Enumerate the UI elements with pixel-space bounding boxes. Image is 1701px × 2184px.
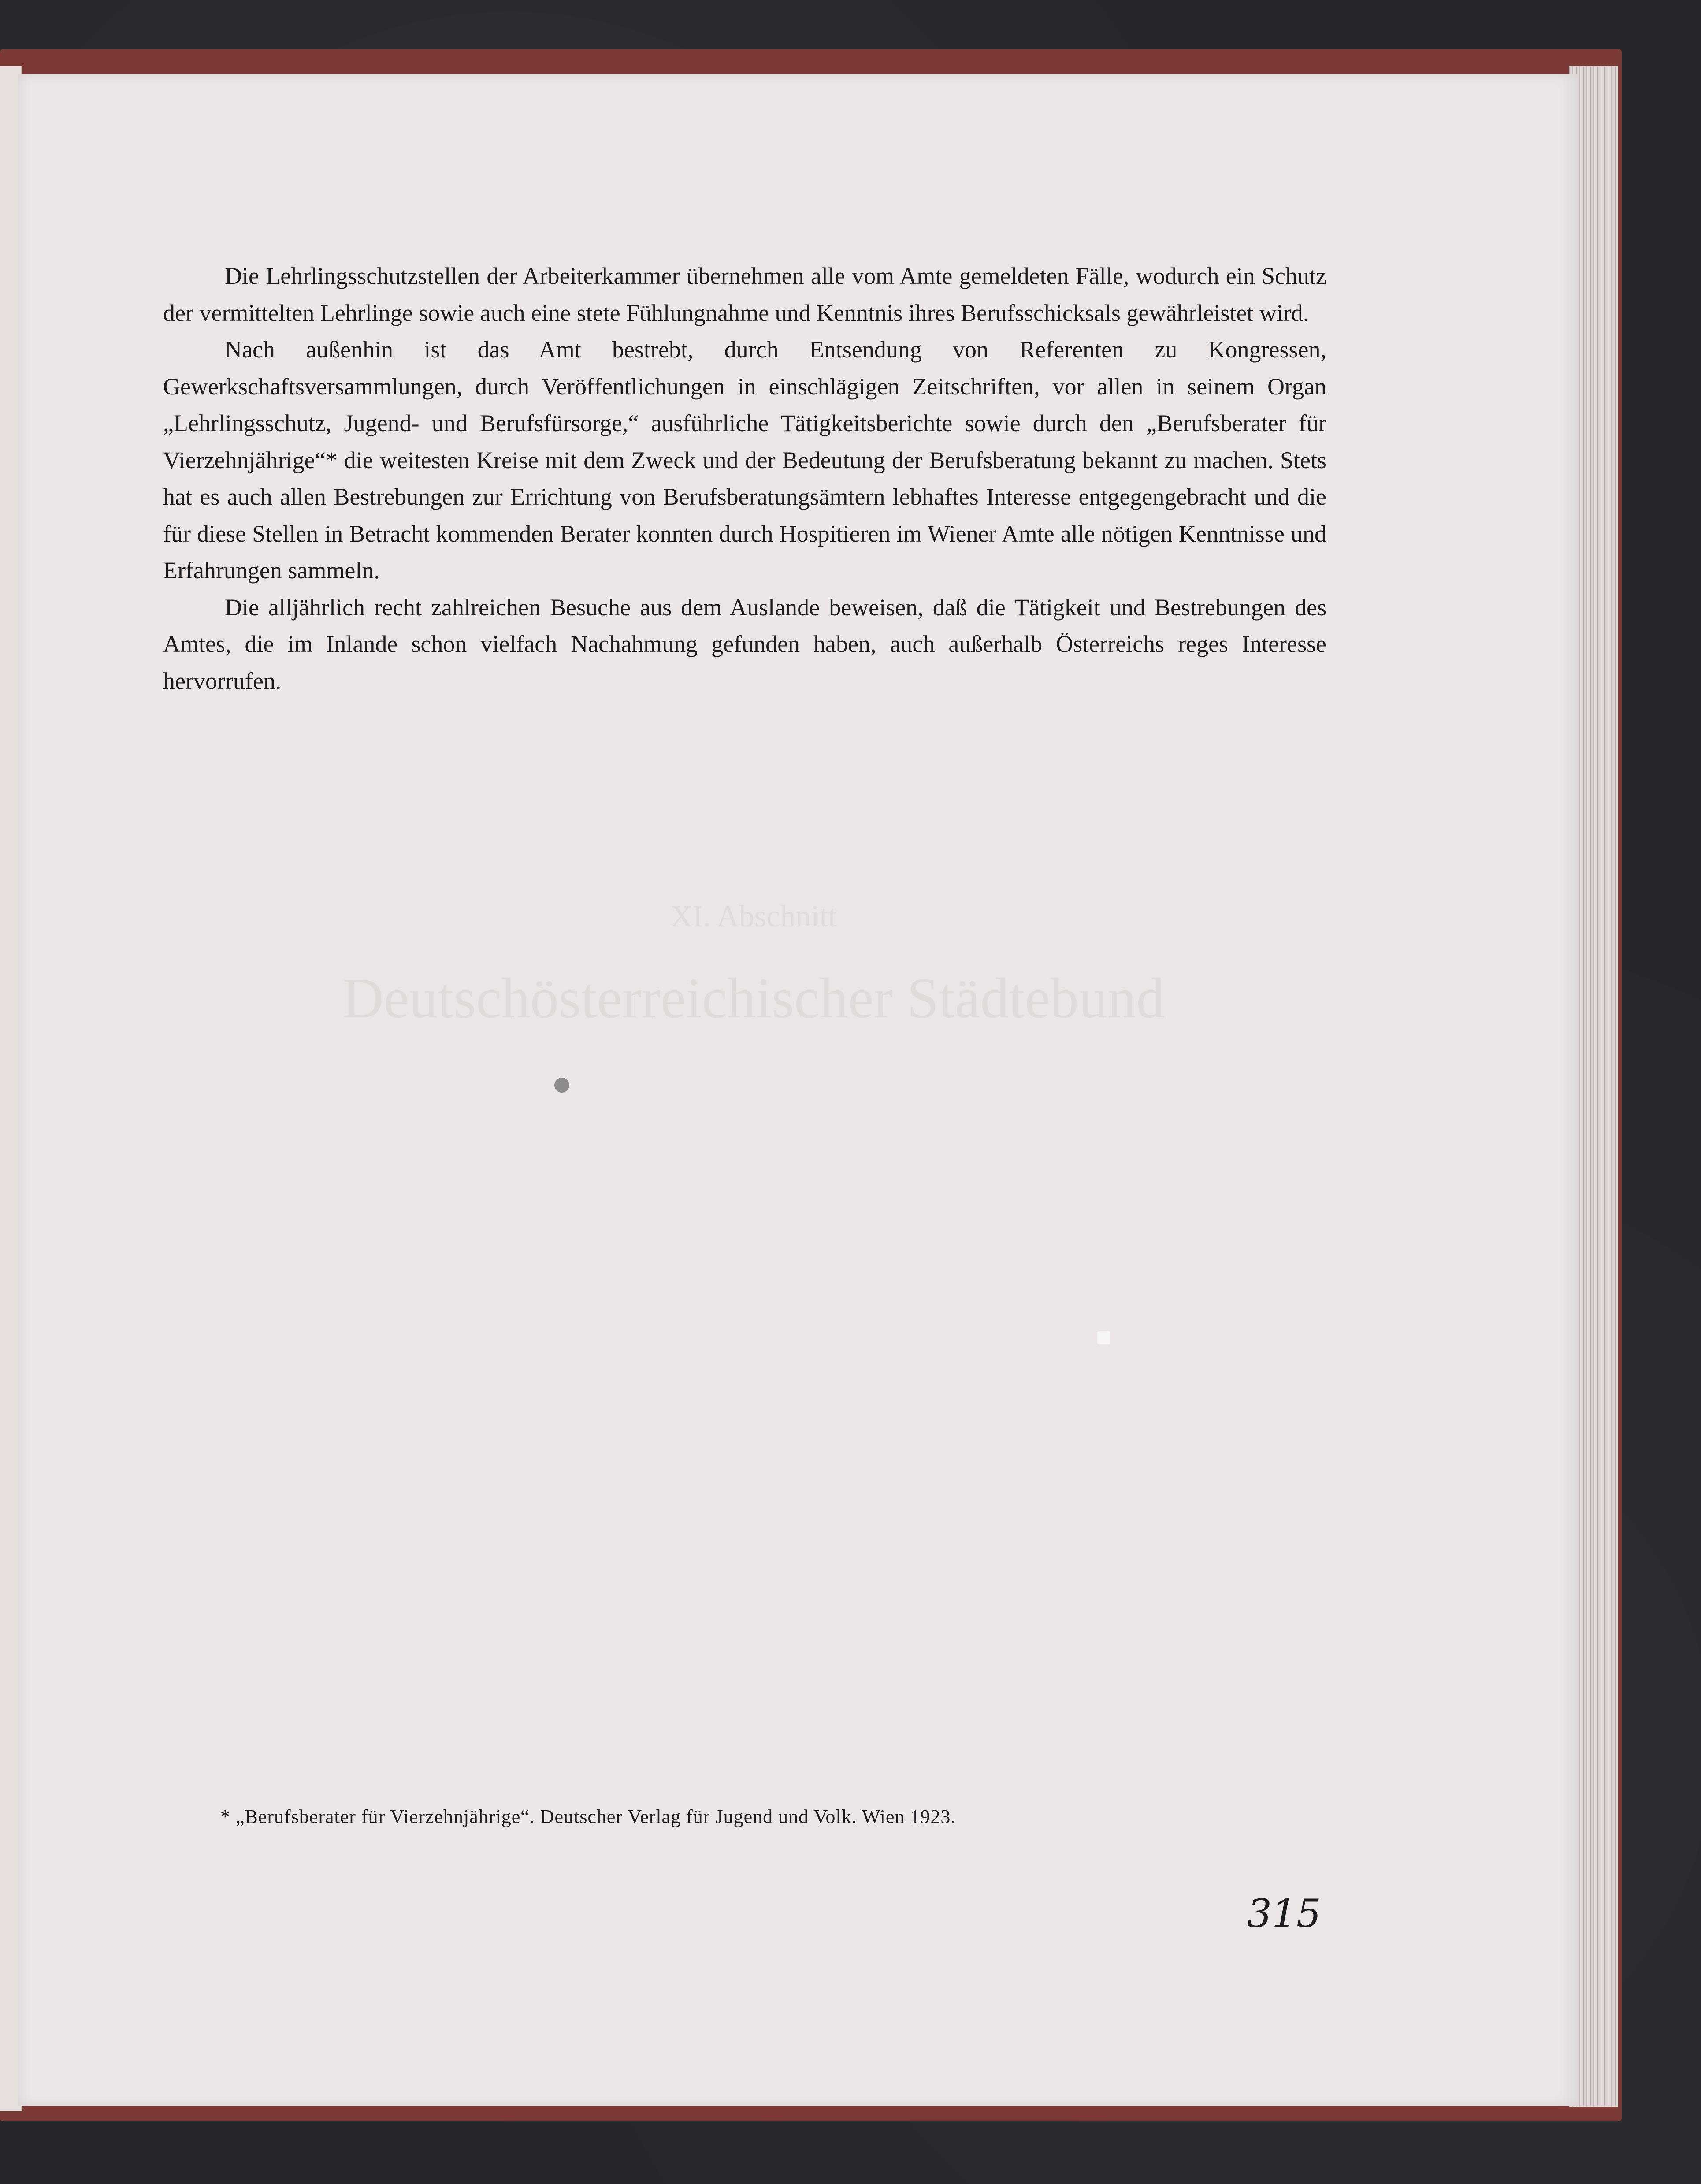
body-text xyxy=(163,258,1326,699)
bleed-through-line-1: XI. Abschnitt xyxy=(670,900,837,934)
paper-spot xyxy=(1097,1331,1110,1344)
paragraph-1: Die Lehrlingsschutzstellen der Arbeiterkammer übernehmen alle vom Amte gemeldeten Fälle, wodurch ein Schutz der vermittelten Lehrlinge sowie auch eine stete Fühlungnahme und Kenntnis ihres Berufsschicksals gewährleistet wird. xyxy=(163,263,1326,326)
page-number: 315 xyxy=(1247,1891,1321,1936)
paragraph-2: Nach außenhin ist das Amt bestrebt, durch Entsendung von Referenten zu Kongressen, Gewerkschaftsversammlungen, durch Veröffentlichungen in einschlägigen Zeitschriften, vor allen in seinem Organ „Lehrlingsschutz, Jugend- und Berufsfürsorge,“ ausführliche Tätigkeitsberichte sowie durch den „Berufsberater für Vierzehnjährige“* die weitesten Kreise mit dem Zweck und der Bedeutung der Berufsberatung bekannt zu machen. Stets hat es auch allen Bestrebungen zur Errichtung von Berufsberatungsämtern lebhaftes Interesse entgegengebracht und die für diese Stellen in Betracht kommenden Berater konnten durch Hospitieren im Wiener Amte alle nötigen Kenntnisse und Erfahrungen sammeln. xyxy=(163,336,1326,584)
bleed-through-text xyxy=(335,899,1172,1031)
paragraph-3: Die alljährlich recht zahlreichen Besuche aus dem Auslande beweisen, daß die Tätigkeit und Bestrebungen des Amtes, die im Inlande schon vielfach Nachahmung gefunden haben, auch außerhalb Österreichs reges Interesse hervorrufen. xyxy=(163,594,1326,694)
bleed-through-line-2: Deutschösterreichischer Städtebund xyxy=(342,967,1165,1030)
ink-speck xyxy=(554,1078,569,1093)
footnote: * „Berufsberater für Vierzehnjährige“. Deutscher Verlag für Jugend und Volk. Wien 1923. xyxy=(220,1806,956,1827)
